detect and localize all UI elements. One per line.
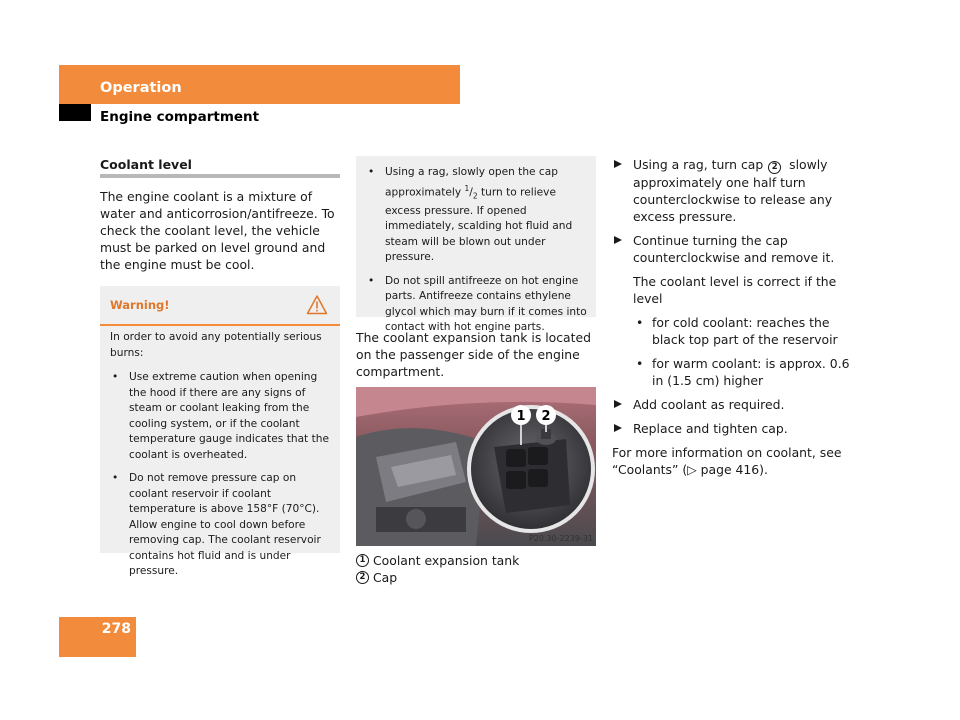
engine-photo: [356, 387, 596, 546]
step-arrow-icon: [614, 424, 622, 432]
callout-1: 1: [516, 409, 526, 424]
warning-box: [100, 286, 340, 577]
heading-divider: [100, 174, 340, 178]
callout-2: 2: [541, 409, 551, 424]
step-text: Replace and tighten cap.: [633, 421, 788, 436]
warning-triangle-icon: [306, 294, 328, 316]
caution-item: • Using a rag, slowly open the cap approximately $^1/_2$ turn to relieve excess pressure. If opened immediately, scalding hot fluid and steam will be blown out under pressure.: [366, 165, 592, 266]
level-item: [612, 314, 864, 348]
step-arrow-icon: [614, 400, 622, 408]
intro-paragraph: The engine coolant is a mixture of water and anticorrosion/antifreeze. To check the coolant level, the vehicle must be parked on level ground and the engine must be cool.: [100, 189, 335, 272]
section-heading: Coolant level: [100, 157, 192, 172]
step-text: Continue turning the cap counterclockwise and remove it.: [633, 233, 835, 265]
level-text: for warm coolant: is approx. 0.6 in (1.5 cm) higher: [652, 356, 850, 388]
figure-reference: P20.30-2239-31: [528, 534, 593, 543]
legend-item: [356, 552, 596, 569]
page-number: 278: [101, 621, 131, 637]
step-text: Using a rag, turn cap: [633, 157, 768, 172]
chapter-title: Operation: [100, 80, 182, 96]
step-item: [612, 420, 864, 437]
step-arrow-icon: [614, 236, 622, 244]
step-text: slowly approximately one half turn counterclockwise to release any excess pressure.: [633, 157, 833, 224]
caution-list: [366, 165, 592, 344]
warning-divider: [100, 324, 340, 326]
inline-callout: 2: [768, 161, 781, 174]
warning-list: [110, 370, 335, 588]
bullet: •: [636, 356, 644, 371]
level-text: for cold coolant: reaches the black top part of the reservoir: [652, 315, 838, 347]
legend-text: Coolant expansion tank: [373, 553, 520, 568]
legend-number: 1: [356, 554, 369, 567]
fraction-numerator: 1: [464, 183, 470, 193]
caution-item: • Do not spill antifreeze on hot engine parts. Antifreeze contains ethylene glycol which may burn if it comes into contact with hot engine parts.: [366, 274, 592, 336]
step-text: Add coolant as required.: [633, 397, 785, 412]
step-item: [612, 156, 864, 225]
tank-location-paragraph: The coolant expansion tank is located on the passenger side of the engine compartment.: [356, 330, 591, 379]
fraction-denominator: 2: [472, 191, 478, 201]
warning-header: [100, 286, 340, 324]
step-arrow-icon: [614, 160, 622, 168]
legend-number: 2: [356, 571, 369, 584]
level-note: The coolant level is correct if the level: [633, 274, 837, 306]
section-subtitle: Engine compartment: [100, 109, 260, 125]
warning-label: Warning!: [110, 298, 170, 312]
figure-legend: [356, 552, 596, 586]
engine-compartment-figure: [356, 387, 596, 546]
warning-item: • Do not remove pressure cap on coolant reservoir if coolant temperature is above 158°F (70°C). Allow engine to cool down before removing cap. The coolant reservoir contains hot fluid and is under pressure.: [110, 471, 335, 580]
legend-text: Cap: [373, 570, 398, 585]
warning-item: • Use extreme caution when opening the hood if there are any signs of steam or coolant leaking from the cooling system, or if the coolant temperature gauge indicates that the coolant is overheated.: [110, 370, 335, 463]
step-item: [612, 396, 864, 413]
cross-reference[interactable]: For more information on coolant, see “Coolants” (▷ page 416).: [612, 445, 842, 477]
caution-text: Using a rag, slowly open the cap approximately: [385, 166, 558, 199]
level-item: [612, 355, 864, 389]
bullet: •: [636, 315, 644, 330]
warning-intro: In order to avoid any potentially serious burns:: [110, 331, 322, 359]
procedure-steps: [612, 156, 864, 478]
step-item: [612, 232, 864, 266]
legend-item: [356, 569, 596, 586]
caution-box: [356, 156, 596, 334]
section-marker: [59, 104, 91, 121]
caution-text: turn to relieve excess pressure. If opened immediately, scalding hot fluid and steam will be blown out under pressure.: [385, 186, 573, 264]
